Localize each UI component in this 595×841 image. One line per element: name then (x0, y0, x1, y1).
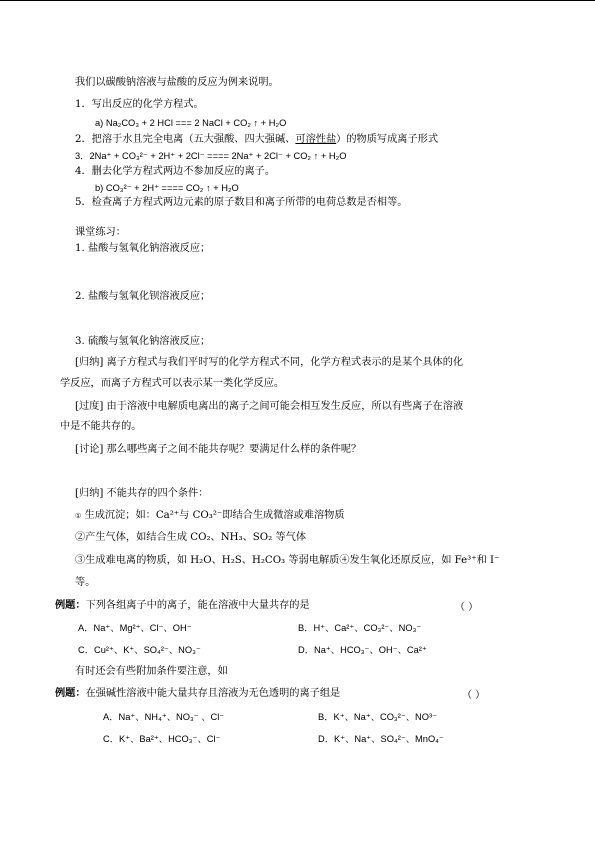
note-line: 有时还会有些附加条件要注意，如 (75, 666, 228, 677)
example-2-label: 例题： (55, 687, 86, 699)
step-2-post: ）的物质写成离子形式 (336, 134, 439, 145)
example-1-label: 例题： (55, 599, 86, 611)
example-2-question (55, 686, 340, 701)
condition-1 (75, 509, 345, 523)
example-1-option-a: A．Na⁺、Mg²⁺、Cl⁻、OH⁻ (78, 623, 192, 633)
example-1-question (55, 598, 310, 613)
example-2-option-c: C．K⁺、Ba²⁺、HCO₃⁻、Cl⁻ (103, 734, 221, 744)
step-5: 5．检查离子方程式两边元素的原子数目和离子所带的电荷总数是否相等。 (75, 197, 408, 208)
example-2-option-d: D．K⁺、Na⁺、SO₄²⁻、MnO₄⁻ (318, 734, 444, 744)
condition-2: ②产生气体，如结合生成 CO₂、NH₃、SO₂ 等气体 (75, 532, 307, 543)
step-2-underlined: 可溶性盐 (295, 134, 337, 145)
practice-title: 课堂练习： (75, 227, 126, 238)
step-4-equation: b) CO₃²⁻ + 2H⁺ ==== CO₂ ↑ + H₂O (95, 183, 239, 193)
example-1-option-d: D．Na⁺、HCO₃⁻、OH⁻、Ca²⁺ (298, 645, 427, 655)
condition-3: ③生成难电离的物质，如 H₂O、H₂S、H₂CO₃ 等弱电解质④发生氧化还原反应，如 Fe³⁺和 I⁻ (75, 555, 500, 566)
step-3-ionic-equation: 3．2Na⁺ + CO₃²⁻ + 2H⁺ + 2Cl⁻ ==== 2Na⁺ + 2Cl⁻ + CO₂ ↑ + H₂O (75, 151, 347, 161)
intro-line: 我们以碳酸钠溶液与盐酸的反应为例来说明。 (75, 77, 279, 88)
transition-line-2: 中是不能共存的。 (60, 421, 142, 432)
example-1-text: 下列各组离子中的离子，能在溶液中大量共存的是 (85, 600, 310, 611)
transition-line-1: [过度] 由于溶液中电解质电离出的离子之间可能会相互发生反应，所以有些离子在溶液 (75, 401, 464, 412)
practice-q1: 1. 盐酸与氢氧化钠溶液反应； (75, 243, 211, 254)
summary-line-1: [归纳] 离子方程式与我们平时写的化学方程式不同，化学方程式表示的是某个具体的化 (75, 357, 464, 368)
example-2-text: 在强碱性溶液中能大量共存且溶液为无色透明的离子组是 (85, 688, 341, 699)
step-2-pre: 2．把溶于水且完全电离（五大强酸、四大强碱、 (75, 134, 296, 145)
example-2-option-b: B．K⁺、Na⁺、CO₃²⁻、NO³⁻ (318, 712, 437, 722)
step-2 (75, 133, 438, 147)
condition-3-end: 等。 (75, 577, 96, 588)
example-1-answer-blank: （ ） (455, 602, 479, 613)
practice-q3: 3. 硫酸与氢氧化钠溶液反应； (75, 336, 211, 347)
practice-q2: 2. 盐酸与氢氧化钡溶液反应； (75, 291, 211, 302)
example-1-option-c: C．Cu²⁺、K⁺、SO₄²⁻、NO₃⁻ (78, 645, 201, 655)
example-2-option-a: A．Na⁺、NH₄⁺、NO₃⁻ 、Cl⁻ (103, 712, 225, 722)
summary-line-2: 学反应，而离子方程式可以表示某一类化学反应。 (60, 378, 285, 389)
conditions-title: [归纳] 不能共存的四个条件： (75, 488, 209, 499)
condition-1-mark: ① (75, 512, 82, 520)
step-1-equation: a) Na₂CO₃ + 2 HCl === 2 NaCl + CO₂ ↑ + H₂O (95, 118, 287, 128)
example-1-option-b: B．H⁺、Ca²⁺、CO₃²⁻、NO₃⁻ (298, 623, 422, 633)
step-4: 4．删去化学方程式两边不参加反应的离子。 (75, 166, 276, 177)
discussion-line: [讨论] 那么哪些离子之间不能共存呢？要满足什么样的条件呢？ (75, 444, 362, 455)
step-1: 1．写出反应的化学方程式。 (75, 99, 204, 110)
example-2-answer-blank: （ ） (462, 690, 486, 701)
header-rule (0, 0, 595, 1)
condition-1-text: 生成沉淀；如：Ca²⁺与 CO₃²⁻即结合生成微溶或难溶物质 (81, 510, 345, 521)
